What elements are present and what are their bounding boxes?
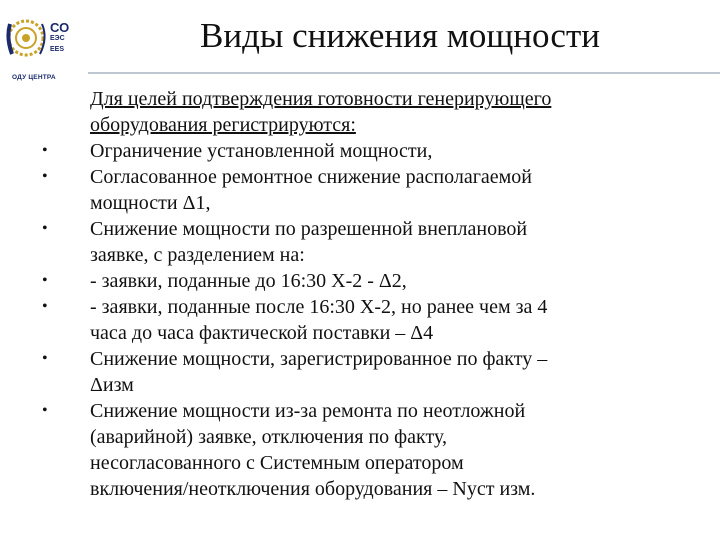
intro-line: Для целей подтверждения готовности генерирующего <box>90 88 552 110</box>
company-logo <box>4 4 84 90</box>
bullet-icon: • <box>42 142 48 159</box>
logo-text <box>50 22 69 55</box>
bullet-icon: • <box>42 402 48 419</box>
list-item-line: Согласованное ремонтное снижение располагаемой <box>90 166 533 188</box>
title-divider <box>88 72 720 74</box>
bullet-icon: • <box>42 298 48 315</box>
intro-line: оборудования регистрируются: <box>90 114 356 136</box>
list-item-line: Δизм <box>90 374 134 396</box>
logo-sub1: ЕЭС <box>50 35 65 42</box>
list-item-line: часа до часа фактической поставки – Δ4 <box>90 322 434 344</box>
list-item-line: Снижение мощности, зарегистрированное по факту – <box>90 348 548 370</box>
list-item-line: Снижение мощности по разрешенной внеплановой <box>90 218 528 240</box>
list-item-line: - заявки, поданные до 16:30 Х-2 - Δ2, <box>90 270 407 292</box>
list-item-line: - заявки, поданные после 16:30 Х-2, но ранее чем за 4 <box>90 296 548 318</box>
list-item-line: (аварийной) заявке, отключения по факту, <box>90 426 447 448</box>
logo-emblem-icon <box>4 4 52 74</box>
bullet-icon: • <box>42 272 48 289</box>
slide-title: Виды снижения мощности <box>200 16 600 55</box>
list-item-line: Снижение мощности из-за ремонта по неотложной <box>90 400 526 422</box>
logo-caption: ОДУ ЦЕНТРА <box>12 74 56 81</box>
list-item-line: несогласованного с Системным оператором <box>90 452 464 474</box>
logo-abbr: СО <box>50 20 70 35</box>
list-item-line: заявке, с разделением на: <box>90 244 305 266</box>
bullet-icon: • <box>42 350 48 367</box>
list-item-line: мощности Δ1, <box>90 192 211 214</box>
logo-sub2: EES <box>50 46 65 53</box>
list-item-line: включения/неотключения оборудования – Nуст изм. <box>90 478 536 500</box>
bullet-icon: • <box>42 168 48 185</box>
list-item-line: Ограничение установленной мощности, <box>90 140 433 162</box>
bullet-icon: • <box>42 220 48 237</box>
